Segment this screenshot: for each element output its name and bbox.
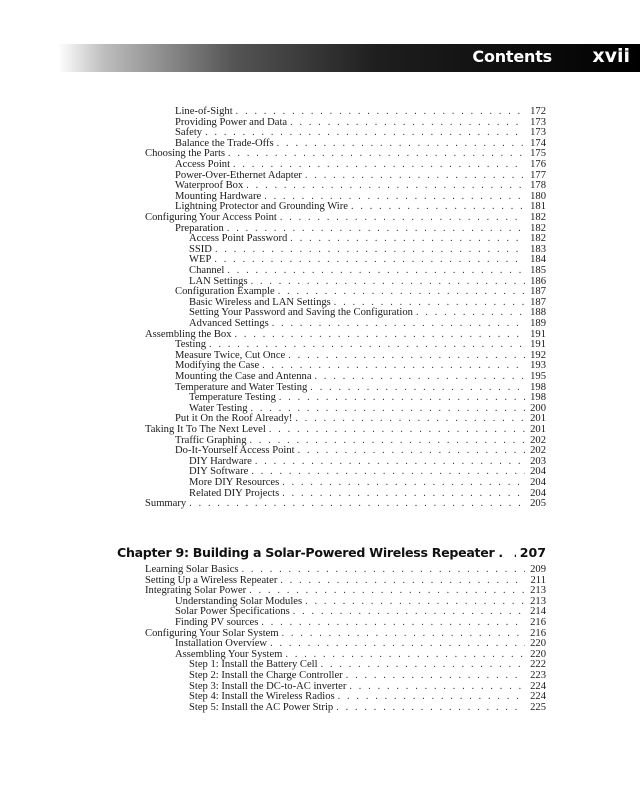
toc-entry-title: Do-It-Yourself Access Point	[175, 445, 295, 457]
toc-entry-title: Assembling Your System	[175, 648, 283, 660]
toc-entry-title: Summary	[145, 498, 187, 510]
toc-entry-title: Step 3: Install the DC-to-AC inverter	[189, 680, 347, 692]
toc-entry-title: Preparation	[175, 222, 224, 234]
toc-entry-page: 191	[530, 328, 546, 340]
toc-entry-page: 224	[530, 680, 546, 692]
toc-entry-page: 181	[530, 201, 546, 213]
toc-entry-page: 220	[530, 638, 546, 650]
chapter-dot-leader	[498, 544, 515, 562]
toc-entry-title: SSID	[189, 243, 212, 255]
toc-entry-page: 191	[530, 339, 546, 351]
toc-entry-title: Installation Overview	[175, 638, 268, 650]
toc-entry-page: 213	[530, 585, 546, 597]
toc-entry-page: 185	[530, 265, 546, 276]
toc-entry-title: Solar Power Specifications	[175, 606, 290, 618]
toc-entry-page: 200	[530, 402, 546, 414]
toc-entry-page: 223	[530, 670, 546, 681]
toc-entry-page: 180	[530, 190, 546, 202]
toc-entry-page: 189	[530, 318, 546, 329]
toc-entry-title: Finding PV sources	[175, 617, 259, 628]
toc-entry[interactable]	[189, 702, 546, 714]
toc-entry-page: 184	[530, 254, 546, 266]
toc-entry-page: 201	[530, 413, 546, 425]
toc-entry-title: Setting Up a Wireless Repeater	[145, 574, 278, 586]
toc-entry-page: 213	[530, 595, 546, 607]
header-page-number: xvii	[592, 45, 630, 67]
toc-entry-page: 202	[530, 445, 546, 457]
toc-entry-title: Taking It To The Next Level	[145, 424, 266, 435]
toc-entry-title: Access Point	[175, 159, 231, 170]
toc-entry-page: 182	[530, 222, 546, 234]
toc-entry-page: 183	[530, 243, 546, 255]
toc-entry-title: Mounting Hardware	[175, 190, 262, 202]
toc-entry-page: 187	[530, 296, 546, 308]
header-title: Contents	[472, 47, 552, 66]
toc-entry-title: Lightning Protector and Grounding Wire	[175, 201, 348, 213]
chapter-title: Chapter 9: Building a Solar-Powered Wireless Repeater	[117, 545, 495, 560]
toc-entry-title: Channel	[189, 265, 225, 276]
toc-entry-title: Related DIY Projects	[189, 487, 280, 499]
toc-entry-title: Setting Your Password and Saving the Configuration	[189, 307, 413, 319]
toc-entry-page: 175	[530, 148, 546, 160]
toc-entry-page: 178	[530, 180, 546, 192]
toc-entry-page: 177	[530, 169, 546, 181]
toc-entry-page: 225	[530, 701, 546, 713]
toc-entry-title: Step 2: Install the Charge Controller	[189, 670, 343, 681]
toc-entry-page: 173	[530, 127, 546, 139]
toc-entry[interactable]	[145, 498, 546, 510]
toc-entry-title: Water Testing	[189, 402, 248, 414]
toc-entry-title: Balance the Trade-Offs	[175, 137, 274, 149]
toc-entry-page: 193	[530, 360, 546, 372]
toc-entry-title: Power-Over-Ethernet Adapter	[175, 169, 302, 181]
toc-entry-title: Put it On the Roof Already!	[175, 413, 293, 425]
toc-entry-page: 174	[530, 137, 546, 149]
toc-entry-title: DIY Software	[189, 466, 249, 478]
toc-entry-page: 182	[530, 212, 546, 223]
toc-entry-page: 173	[530, 116, 546, 128]
toc-entry-title: Mounting the Case and Antenna	[175, 371, 312, 382]
toc-entry-page: 182	[530, 233, 546, 245]
toc-entry-page: 188	[530, 307, 546, 319]
toc-entry-page: 204	[530, 466, 546, 478]
toc-entry-title: Configuration Example	[175, 286, 275, 298]
toc-entry-title: Providing Power and Data	[175, 116, 288, 128]
toc-entry-title: DIY Hardware	[189, 455, 252, 467]
toc-entry-page: 172	[530, 106, 546, 117]
toc-entry-page: 216	[530, 617, 546, 628]
toc-entry-page: 209	[530, 564, 546, 575]
toc-entry-page: 220	[530, 648, 546, 660]
toc-entry-page: 201	[530, 424, 546, 435]
toc-entry-title: Testing	[175, 339, 207, 351]
toc-entry-title: Choosing the Parts	[145, 148, 226, 160]
toc-entry-page: 204	[530, 477, 546, 488]
toc-entry-title: Measure Twice, Cut Once	[175, 349, 286, 361]
chapter-heading[interactable]	[117, 544, 546, 562]
toc-entry-title: Temperature Testing	[189, 392, 276, 404]
toc-entry-page: 186	[530, 275, 546, 287]
toc-entry-page: 216	[530, 627, 546, 639]
toc-entry-page: 214	[530, 606, 546, 618]
toc-entry-title: Understanding Solar Modules	[175, 595, 303, 607]
toc-entry-page: 211	[530, 574, 546, 586]
toc-entry-page: 198	[530, 381, 546, 393]
toc-entry-title: Configuring Your Access Point	[145, 212, 277, 223]
toc-entry-title: More DIY Resources	[189, 477, 280, 488]
toc-entry-page: 187	[530, 286, 546, 298]
toc-entry-page: 203	[530, 455, 546, 467]
toc-entry-page: 192	[530, 349, 546, 361]
toc-entry-page: 202	[530, 434, 546, 446]
toc-entry-title: Step 5: Install the AC Power Strip	[189, 701, 334, 713]
toc-entry-title: Step 1: Install the Battery Cell	[189, 659, 318, 671]
toc-entry-title: Assembling the Box	[145, 328, 232, 340]
dot-leader	[336, 702, 525, 714]
chapter-page: 207	[519, 545, 546, 560]
toc-entry-page: 204	[530, 487, 546, 499]
toc-entry-page: 176	[530, 159, 546, 170]
toc-entry-page: 224	[530, 691, 546, 703]
toc-entry-title: Safety	[175, 127, 203, 139]
toc-entry-title: Line-of-Sight	[175, 106, 233, 117]
toc-entry-title: Modifying the Case	[175, 360, 260, 372]
toc-entry-title: Basic Wireless and LAN Settings	[189, 296, 331, 308]
toc-entry-title: Configuring Your Solar System	[145, 627, 279, 639]
toc-entry-page: 205	[530, 498, 546, 510]
toc-entry-title: WEP	[189, 254, 212, 266]
toc-entry-page: 195	[530, 371, 546, 382]
toc-entry-title: LAN Settings	[189, 275, 248, 287]
toc-entry-page: 222	[530, 659, 546, 671]
toc-entry-title: Integrating Solar Power	[145, 585, 247, 597]
toc-entry-title: Traffic Graphing	[175, 434, 247, 446]
toc-entry-title: Waterproof Box	[175, 180, 244, 192]
toc-entry-title: Step 4: Install the Wireless Radios	[189, 691, 335, 703]
toc-entry-page: 198	[530, 392, 546, 404]
dot-leader	[189, 498, 525, 510]
toc-entry-title: Advanced Settings	[189, 318, 269, 329]
running-header	[58, 44, 640, 72]
toc-entry-title: Temperature and Water Testing	[175, 381, 308, 393]
toc-entry-title: Access Point Password	[189, 233, 288, 245]
toc-entry-title: Learning Solar Basics	[145, 564, 239, 575]
